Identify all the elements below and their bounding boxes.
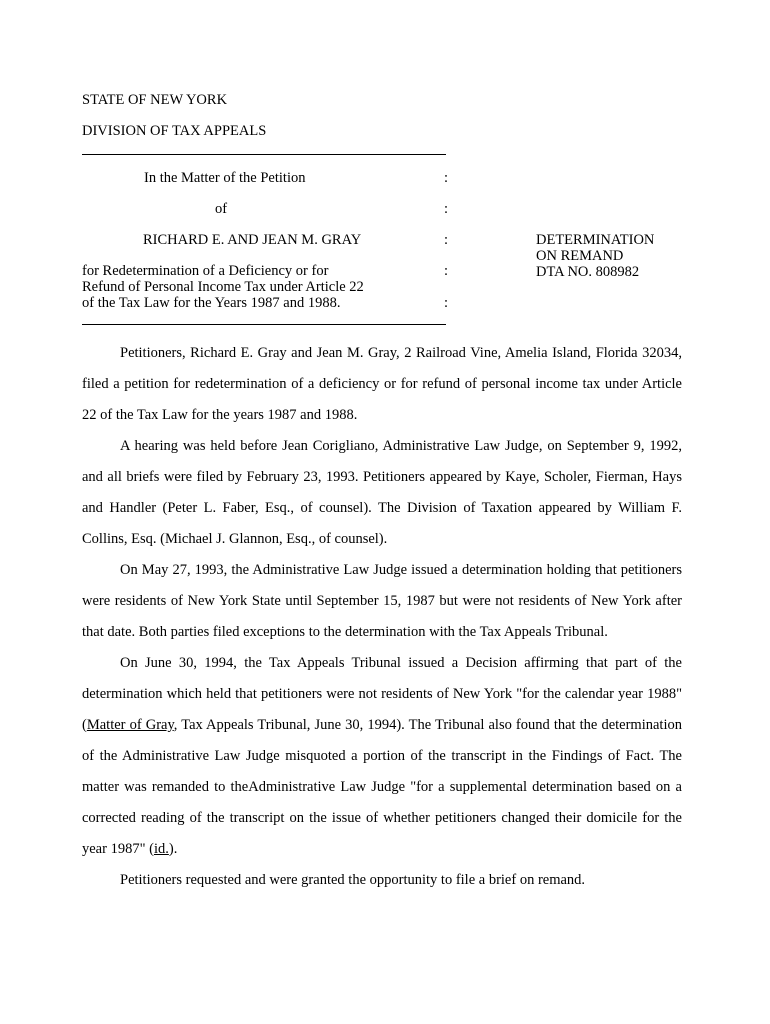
caption-purpose-line-3: of the Tax Law for the Years 1987 and 1988. (82, 295, 341, 311)
determination-title-line-2: ON REMAND (536, 248, 624, 264)
division-heading: DIVISION OF TAX APPEALS (82, 123, 267, 139)
tribunal-text-3: ). (168, 841, 178, 857)
paragraph-initial-determination: On May 27, 1993, the Administrative Law Judge issued a determination holding that petitioners were residents of New York State until September 15, 1987 but were not residents of New York after that date. Both parties filed exceptions to the determination with the Tax Appeals Tribunal. (82, 562, 682, 640)
caption-colon-4: : (444, 263, 449, 279)
caption-colon-2: : (444, 201, 449, 217)
caption-matter: In the Matter of the Petition (144, 170, 306, 186)
caption-colon-5: : (444, 295, 449, 311)
paragraph-hearing: A hearing was held before Jean Corigliano, Administrative Law Judge, on September 9, 1992, and all briefs were filed by February 23, 1993. Petitioners appeared by Kaye, Scholer, Fierman, Hays and Handler (Peter L. Faber, Esq., of counsel). The Division of Taxation appeared by William F. Collins, Esq. (Michael J. Glannon, Esq., of counsel). (82, 438, 682, 547)
caption-of: of (215, 201, 228, 217)
id-citation: id. (153, 841, 169, 857)
determination-title-line-1: DETERMINATION (536, 232, 655, 248)
tribunal-text-1: On June 30, 1994, the Tax Appeals Tribunal issued a Decision affirming that part of the determination which held that petitioners were not residents of New York "for the calendar year 1988" ( (82, 655, 682, 733)
caption-colon-1: : (444, 170, 449, 186)
paragraph-tribunal-decision (82, 648, 682, 865)
caption-purpose-line-1: for Redetermination of a Deficiency or for (82, 263, 329, 279)
case-citation: Matter of Gray (86, 717, 174, 733)
determination-number: DTA NO. 808982 (536, 264, 640, 280)
caption-bottom-rule (82, 324, 446, 325)
paragraph-petition: Petitioners, Richard E. Gray and Jean M. Gray, 2 Railroad Vine, Amelia Island, Florida 32034, filed a petition for redetermination of a deficiency or for refund of personal income tax under Article 22 of the Tax Law for the years 1987 and 1988. (82, 345, 682, 423)
determination-body (82, 338, 682, 896)
caption-purpose-line-2: Refund of Personal Income Tax under Article 22 (82, 279, 364, 295)
caption-petitioners: RICHARD E. AND JEAN M. GRAY (143, 232, 362, 248)
state-heading: STATE OF NEW YORK (82, 92, 228, 108)
caption-top-rule (82, 154, 446, 155)
tribunal-text-2: , Tax Appeals Tribunal, June 30, 1994). The Tribunal also found that the determination of the Administrative Law Judge misquoted a portion of the transcript in the Findings of Fact. The matter was remanded to theAdministrative Law Judge "for a supplemental determination based on a corrected reading of the transcript on the issue of whether petitioners changed their domicile for the year 1987" ( (82, 717, 682, 857)
paragraph-brief-on-remand: Petitioners requested and were granted the opportunity to file a brief on remand. (120, 872, 586, 888)
caption-colon-3: : (444, 232, 449, 248)
